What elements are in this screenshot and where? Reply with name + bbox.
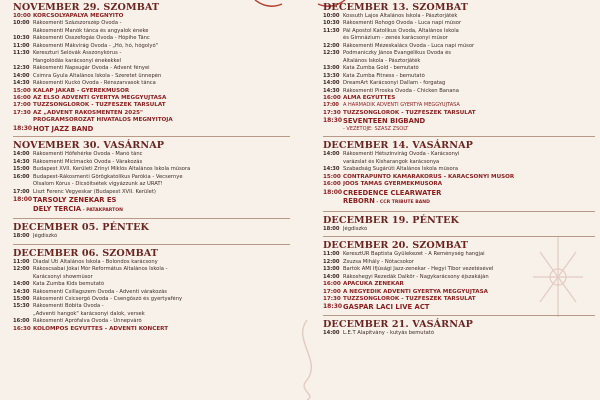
event-row — [13, 88, 290, 95]
event-row — [323, 110, 595, 117]
event-title — [343, 303, 595, 312]
event-tag: - PATAKPARTON — [81, 207, 123, 213]
event-time: 17:30 — [323, 296, 341, 303]
event-row — [13, 281, 290, 288]
event-row — [13, 326, 290, 333]
event-title-text: AZ ELSŐ ADVENTI GYERTYA MEGGYÚJTÁSA — [33, 94, 167, 101]
event-title-text: Podmaniczky János Evangélikus Óvoda és — [343, 50, 452, 57]
event-title — [33, 205, 290, 216]
event-title-text: Szabadság Sugárúti Általános Iskola műsora — [343, 166, 459, 173]
event-title-text: TÜZZSONGLŐRÖK - TŰZFÉSZEK TÁRSULAT — [343, 296, 476, 303]
event-title — [33, 28, 290, 35]
event-title — [343, 73, 595, 80]
event-row — [323, 88, 595, 95]
event-title — [33, 311, 290, 318]
event-time: 18:00 — [13, 196, 33, 204]
event-title-text: TÜZZSONGLŐRÖK - TŰZFÉSZEK TÁRSULAT — [33, 102, 166, 109]
event-time: 11:30 — [13, 50, 30, 57]
event-title-text: ALMA EGYÜTTES — [343, 94, 396, 101]
event-time: 16:00 — [13, 318, 30, 325]
event-title-text: Rákosmenti Manók tánca és angyalok éneke — [33, 27, 149, 34]
event-row — [13, 35, 290, 42]
event-title — [33, 58, 290, 65]
event-row — [13, 181, 290, 188]
event-time: 14:00 — [323, 151, 340, 158]
event-row — [323, 20, 595, 27]
event-title-text: PROGRAMSOROZAT HIVATALOS MEGNYITÓJA — [33, 117, 173, 124]
event-title — [33, 88, 290, 95]
event-time: 17:30 — [323, 109, 341, 116]
event-row — [323, 281, 595, 288]
event-time: 14:00 — [323, 273, 340, 280]
event-title — [343, 197, 595, 208]
event-time: 17:00 — [13, 188, 30, 195]
event-time: 15:00 — [13, 166, 30, 173]
event-title — [33, 296, 290, 303]
event-title-text: Karácsonyi showműsor — [33, 273, 93, 280]
event-row — [13, 13, 290, 20]
event-title-text: Rákosmenti Kuckó Óvoda - Rénszarvasok tánca — [33, 80, 156, 87]
event-time: 15:00 — [13, 87, 31, 94]
event-row — [13, 289, 290, 296]
event-title-text: A HARMADIK ADVENTI GYERTYA MEGGYÚJTÁSA — [343, 102, 460, 109]
event-title — [33, 159, 290, 166]
event-row — [13, 65, 290, 72]
event-row — [13, 274, 290, 281]
event-time: 18:30 — [323, 117, 343, 125]
event-title-text: CONTRAPUNTO KAMARAKÓRUS - KARÁCSONYI MŰSOR — [343, 173, 515, 180]
event-row — [13, 318, 290, 325]
event-row — [323, 28, 595, 35]
event-time: 14:00 — [323, 80, 340, 87]
event-time: 10:00 — [13, 20, 30, 27]
event-title — [343, 274, 595, 281]
event-time: 10:00 — [13, 13, 31, 19]
event-title — [33, 95, 290, 102]
event-row — [323, 181, 595, 188]
event-time: 17:00 — [13, 102, 31, 109]
event-row — [323, 251, 595, 258]
event-row — [13, 159, 290, 166]
event-row — [13, 189, 290, 196]
event-title-text: Csimra Gyula Általános Iskola - Szeretet ünnepén — [33, 72, 162, 79]
event-title — [343, 117, 595, 126]
event-time: 12:00 — [323, 42, 340, 49]
event-title-text: Diadal Úti Általános Iskola - Bolondos karácsony — [33, 258, 158, 265]
event-title-text: Rákosmenti Rohogó Óvoda - Luca napi műsor — [343, 20, 462, 27]
event-time: 15:00 — [323, 173, 341, 180]
event-row — [323, 58, 595, 65]
event-title-text: Kata Zumba Gold - bemutató — [343, 65, 419, 72]
event-time: 14:00 — [13, 281, 30, 288]
event-row — [323, 117, 595, 126]
event-tag: - CCR TRIBUTE BAND — [374, 200, 430, 206]
event-title — [343, 28, 595, 35]
event-row — [13, 174, 290, 181]
event-title — [343, 189, 595, 198]
event-title — [33, 259, 290, 266]
day-block — [323, 315, 595, 337]
event-title-text: „Adventi hangok" karácsonyi dalok, versek — [33, 310, 145, 317]
event-row — [13, 196, 290, 205]
event-row — [323, 159, 595, 166]
event-title-text: REBORN — [343, 197, 375, 206]
event-row — [13, 125, 290, 134]
event-title-text: DELY TERCIA — [33, 204, 82, 213]
schedule-column-right — [323, 0, 595, 341]
event-title-text: TARSOLY ZENEKAR ÉS — [33, 196, 117, 205]
event-title — [33, 289, 290, 296]
event-title — [33, 35, 290, 42]
event-title — [343, 35, 595, 42]
event-row — [13, 50, 290, 57]
day-block — [323, 136, 595, 207]
event-title — [33, 266, 290, 273]
event-row — [323, 174, 595, 181]
event-title-text: SEVENTEEN BIGBAND — [343, 117, 426, 126]
event-title — [343, 174, 595, 181]
event-row — [13, 117, 290, 124]
event-title-text: Rákosmenti Mákvirág Óvoda - „Hó, hó, hógolyó" — [33, 42, 159, 49]
event-title-text: Pál Apostol Katolikus Óvoda, Általános Iskola — [343, 27, 459, 34]
day-heading: DECEMBER 19. PÉNTEK — [323, 211, 595, 226]
event-title — [343, 43, 595, 50]
day-block — [323, 0, 595, 133]
event-title — [343, 226, 595, 233]
event-time: 11:00 — [13, 42, 30, 49]
event-title-text: L.E.T Alapítvány - kutyás bemutató — [343, 330, 435, 337]
event-title-text: Rákosmenti Csillagszem Óvoda - Adventi várakozás — [33, 288, 168, 295]
event-row — [13, 102, 290, 109]
event-time: 18:30 — [13, 124, 33, 132]
event-title-text: Rákoshegyi Rezedák Dalkör - Nagykarácsony éjszakáján — [343, 273, 489, 280]
day-heading: NOVEMBER 30. VASÁRNAP — [13, 136, 290, 151]
event-row — [323, 35, 595, 42]
event-row — [13, 259, 290, 266]
event-time: 15:00 — [13, 296, 30, 303]
event-row — [323, 189, 595, 198]
event-title — [343, 289, 595, 296]
event-title-text: Bartók AMI Ifjúsági Jazz-zenekar - Hegyi Tibor vezetésével — [343, 266, 494, 273]
event-row — [13, 73, 290, 80]
event-title-text: TÜZZSONGLŐRÖK - TŰZFÉSZEK TÁRSULAT — [343, 109, 476, 116]
event-time: 12:30 — [13, 65, 30, 72]
event-time: 12:30 — [323, 50, 340, 57]
event-title — [33, 43, 290, 50]
event-title-text: Rákosmenti Napsugár Óvoda - Advent fényei — [33, 65, 150, 72]
event-title — [343, 65, 595, 72]
event-row — [323, 266, 595, 273]
day-heading: DECEMBER 05. PÉNTEK — [13, 218, 290, 233]
event-row — [323, 296, 595, 303]
event-title — [343, 102, 595, 109]
event-title — [33, 125, 290, 134]
event-title — [33, 196, 290, 205]
event-title-text: Rákosmenti Százszorszép Óvoda - — [33, 20, 122, 27]
event-title-text: JÓOS TAMÁS GYERMEKMŰSORA — [343, 181, 443, 188]
event-title-text: KeresztÚR Baptista Gyülekezet - A Reménység hangjai — [343, 251, 485, 258]
event-row — [13, 28, 290, 35]
event-time: 16:00 — [323, 94, 341, 101]
event-time: 18:00 — [323, 225, 340, 232]
event-title — [343, 296, 595, 303]
event-title — [33, 110, 290, 117]
event-row — [13, 58, 290, 65]
event-title-text: Általános Iskola - Pásztorjáték — [343, 57, 421, 64]
event-title — [33, 274, 290, 281]
event-row — [323, 126, 595, 133]
event-title-text: Rákosmenti Piroska Óvoda - Chicken Banana — [343, 87, 459, 94]
event-title — [33, 318, 290, 325]
event-title — [343, 88, 595, 95]
event-title — [33, 65, 290, 72]
event-time: 17:00 — [323, 102, 339, 109]
event-title — [343, 80, 595, 87]
event-title-text: Hangolódás karácsonyi énekekkel — [33, 57, 121, 64]
event-row — [13, 151, 290, 158]
event-time: 11:00 — [13, 258, 30, 265]
event-row — [323, 65, 595, 72]
event-row — [323, 274, 595, 281]
event-title-text: Rákosmenti Hőfehérke Óvoda - Manó tánc — [33, 151, 143, 158]
event-row — [13, 303, 290, 310]
event-title — [343, 266, 595, 273]
event-title-text: CREEDENCE CLEARWATER — [343, 188, 442, 197]
event-time: 14:30 — [323, 166, 340, 173]
event-title-text: HOT JAZZ BAND — [33, 124, 94, 133]
event-time: 16:00 — [13, 173, 30, 180]
event-title — [343, 95, 595, 102]
event-title-text: Kereszturi Selóvák Asszonykórus - — [33, 50, 122, 57]
event-time: 14:30 — [13, 158, 30, 165]
event-title — [33, 303, 290, 310]
event-title-text: DreamArt Karácsonyi Dallam - forgatag — [343, 80, 446, 87]
event-time: 14:00 — [13, 72, 30, 79]
event-row — [323, 303, 595, 312]
event-title-text: Budapest-Rákosmenti Görögkatolikus Parókia - Vecsernye — [33, 173, 183, 180]
event-title — [33, 73, 290, 80]
event-title — [33, 181, 290, 188]
event-title-text: Budapest XVII. Kerületi Zrínyi Miklós Általános Iskola műsora — [33, 166, 191, 173]
event-title-text: Kata Zumba Fitness - bemutató — [343, 72, 425, 79]
event-time: 14:30 — [13, 80, 30, 87]
event-title — [343, 151, 595, 158]
event-row — [13, 43, 290, 50]
event-time: 18:00 — [13, 233, 30, 240]
event-title — [33, 13, 290, 20]
day-block — [13, 136, 290, 215]
event-title — [33, 189, 290, 196]
day-block — [13, 0, 290, 133]
event-row — [323, 166, 595, 173]
event-title — [343, 20, 595, 27]
event-title-text: Jégdiszkó — [33, 233, 58, 240]
event-title — [33, 174, 290, 181]
event-time: 14:00 — [323, 330, 340, 337]
event-title-text: GÁSPÁR LACI LIVE ACT — [343, 303, 430, 312]
event-time: 10:30 — [323, 20, 340, 27]
event-row — [13, 233, 290, 240]
event-title — [33, 20, 290, 27]
day-heading: DECEMBER 21. VASÁRNAP — [323, 315, 595, 330]
day-heading: DECEMBER 13. SZOMBAT — [323, 2, 469, 13]
event-title-text: Rákoscsabai Jókai Mór Református Általános Iskola - — [33, 266, 168, 273]
event-title-text: KOLOMPOS EGYÜTTES - ADVENTI KONCERT — [33, 325, 169, 332]
event-time: 11:30 — [323, 27, 340, 34]
event-row — [323, 80, 595, 87]
event-row — [13, 205, 290, 216]
event-title-text: Rákosmenti Csicsergő Óvoda - Csengőszó és gyertyafény — [33, 296, 183, 303]
event-title — [33, 326, 290, 333]
event-time: 10:30 — [13, 35, 30, 42]
event-title-text: Kossuth Lajos Általános Iskola - Pásztorjáték — [343, 13, 458, 19]
event-time: 13:30 — [323, 72, 340, 79]
event-title — [343, 13, 595, 20]
day-heading: NOVEMBER 29. SZOMBAT — [13, 2, 160, 13]
event-row — [323, 102, 595, 109]
event-time: 16:00 — [13, 94, 31, 101]
event-title — [343, 259, 595, 266]
event-row — [323, 50, 595, 57]
event-title — [343, 281, 595, 288]
event-time: 11:00 — [323, 251, 340, 258]
event-title-text: Liszt Ferenc Vegyeskar (Budapest XVII. Kerület) — [33, 188, 156, 195]
event-time: 16:30 — [13, 325, 31, 332]
event-title-text: és Gimnázium - zenés karácsonyi műsor — [343, 35, 448, 42]
event-title — [33, 80, 290, 87]
event-title-text: Rákosmenti Micimackó Óvoda - Várakozás — [33, 158, 143, 165]
event-time: 10:00 — [323, 13, 340, 19]
event-title — [33, 281, 290, 288]
event-title — [343, 181, 595, 188]
event-title-text: Rákosmenti Összefogás Óvoda - Hópihe Tánc — [33, 35, 150, 42]
event-title-text: Jégdiszkó — [343, 225, 368, 232]
event-time: 18:00 — [323, 188, 343, 196]
event-time: 16:00 — [323, 281, 341, 288]
event-time: 18:30 — [323, 303, 343, 311]
event-time: 14:30 — [323, 87, 340, 94]
event-title-text: Zsuzsa Mihály - Nótacsokor — [343, 258, 414, 265]
event-row — [13, 311, 290, 318]
day-block — [13, 244, 290, 334]
event-title — [343, 50, 595, 57]
event-time: 16:00 — [323, 181, 341, 188]
event-time: 15:30 — [13, 303, 30, 310]
event-title-text: Kata Zumba Kids bemutató — [33, 281, 105, 288]
event-row — [323, 259, 595, 266]
event-title — [343, 330, 595, 337]
event-row — [13, 95, 290, 102]
event-time: 14:00 — [13, 151, 30, 158]
event-row — [13, 266, 290, 273]
event-time: 13:00 — [323, 65, 340, 72]
event-row — [323, 43, 595, 50]
event-row — [323, 151, 595, 158]
event-title — [343, 110, 595, 117]
event-row — [323, 73, 595, 80]
event-title-text: - VEZETŐJE: SZÁSZ ZSOLT — [343, 125, 409, 132]
day-block — [13, 218, 290, 240]
event-title — [33, 166, 290, 173]
event-time: 12:00 — [323, 258, 340, 265]
schedule-column-left — [13, 0, 290, 336]
event-row — [323, 95, 595, 102]
event-title — [33, 151, 290, 158]
event-row — [323, 226, 595, 233]
event-title — [33, 117, 290, 124]
event-time: 17:30 — [13, 109, 31, 116]
event-title — [343, 58, 595, 65]
event-title-text: Rákosmenti Hétszínvirág Óvoda - Karácsonyi — [343, 151, 460, 158]
event-row — [323, 289, 595, 296]
event-time: 14:30 — [13, 288, 30, 295]
event-title-text: KALAP JAKAB - GYEREKMŰSOR — [33, 87, 130, 94]
event-time: 17:00 — [323, 288, 341, 295]
event-row — [13, 296, 290, 303]
event-title — [343, 159, 595, 166]
event-title — [33, 50, 290, 57]
day-block — [323, 236, 595, 312]
ribbon-ornament-icon — [292, 320, 322, 400]
event-title — [343, 251, 595, 258]
event-title-text: A NEGYEDIK ADVENTI GYERTYA MEGGYÚJTÁSA — [343, 288, 488, 295]
event-title-text: APACUKA ZENEKAR — [343, 281, 404, 288]
event-title-text: KORCSOLYAPÁLYA MEGNYITÓ — [33, 13, 124, 19]
day-block — [323, 211, 595, 233]
event-title — [343, 166, 595, 173]
event-time: 13:00 — [323, 266, 340, 273]
event-title-text: Olsalom Kórus - Dicsőítsétek vigyázzunk az URAT! — [33, 181, 163, 188]
event-row — [13, 166, 290, 173]
day-heading: DECEMBER 06. SZOMBAT — [13, 244, 290, 259]
day-heading: DECEMBER 20. SZOMBAT — [323, 236, 595, 251]
event-row — [323, 197, 595, 208]
event-title-text: varázslat és Kisharangok karácsonya — [343, 158, 440, 165]
event-title-text: AZ „ADVENT RÁKOSMENTEN 2025" — [33, 109, 143, 116]
event-row — [13, 80, 290, 87]
event-title-text: Rákosmenti Aprófalva Óvoda - Ünnepváró — [33, 318, 142, 325]
event-time: 12:00 — [13, 266, 30, 273]
event-row — [323, 13, 595, 20]
event-title — [33, 102, 290, 109]
day-heading: DECEMBER 14. VASÁRNAP — [323, 136, 595, 151]
event-row — [13, 110, 290, 117]
event-row — [13, 20, 290, 27]
event-row — [323, 330, 595, 337]
event-title — [343, 126, 595, 133]
event-title — [33, 233, 290, 240]
event-title-text: Rákosmenti Bóbita Óvoda - — [33, 303, 104, 310]
event-title-text: Rákosmenti Mézeskalács Óvoda - Luca napi műsor — [343, 42, 475, 49]
